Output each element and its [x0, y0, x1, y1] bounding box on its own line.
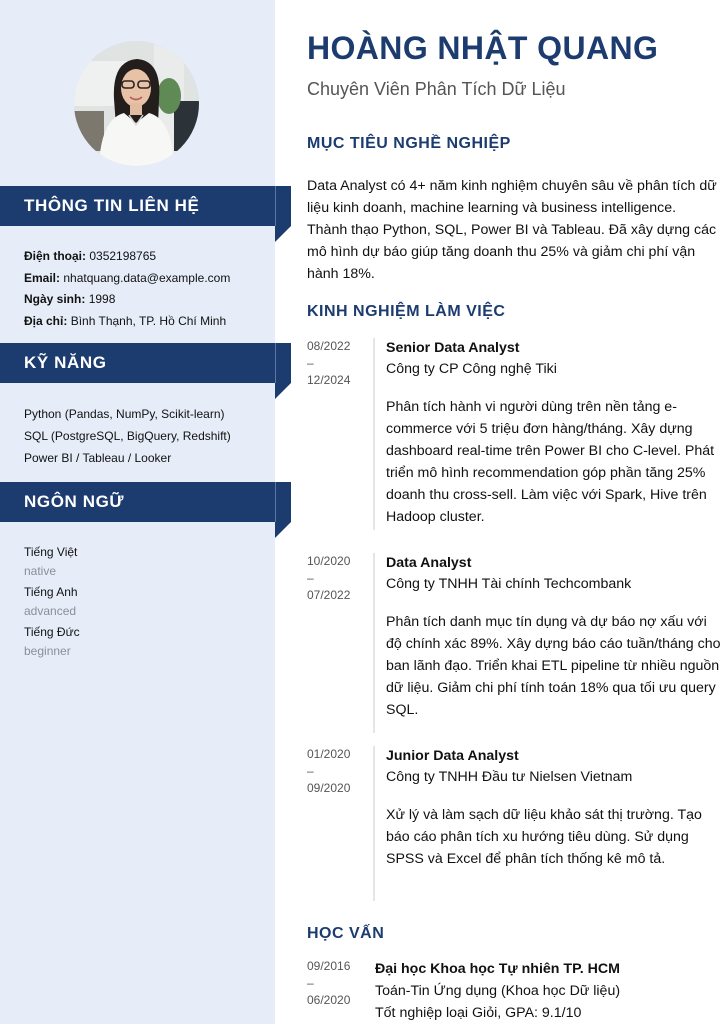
job-content	[386, 746, 721, 870]
language-name: Tiếng Đức	[24, 625, 80, 639]
skill-item: SQL (PostgreSQL, BigQuery, Redshift)	[24, 429, 231, 443]
contact-address	[24, 311, 230, 333]
job-company: Công ty TNHH Đầu tư Nielsen Vietnam	[386, 769, 633, 785]
contact-value: nhatquang.data@example.com	[63, 270, 231, 285]
job-dates	[307, 338, 367, 389]
job-company: Công ty CP Công nghệ Tiki	[386, 361, 557, 377]
contact-birth	[24, 289, 230, 311]
banner-edge	[275, 343, 276, 383]
objective-text: Data Analyst có 4+ năm kinh nghiệm chuyên sâu về phân tích dữ liệu kinh doanh, machine learning và business intelligence. Thành thạo Python, SQL, Power BI và Tableau. Đã xây dựng các mô hình dự báo giúp tăng doanh thu 25% và giảm chi phí vận hành 18%.	[307, 178, 717, 282]
job-content	[386, 553, 721, 721]
contact-value: 0352198765	[89, 249, 157, 263]
main-content	[275, 0, 724, 1024]
date-separator: –	[307, 764, 314, 778]
job-start-date: 08/2022	[307, 339, 351, 353]
contact-info	[24, 246, 230, 332]
banner-fold	[275, 383, 291, 399]
language-name: Tiếng Anh	[24, 585, 78, 599]
job-description: Phân tích danh mục tín dụng và dự báo nợ xấu với độ chính xác 89%. Xây dựng báo cáo tuần/tháng cho ban lãnh đạo. Triển khai ETL pipeline từ nhiều nguồn dữ liệu. Giảm chi phí tính toán 18% qua tối ưu query SQL.	[386, 614, 721, 718]
education-dates	[307, 958, 367, 1009]
job-content	[386, 338, 721, 528]
language-level: advanced	[24, 604, 77, 618]
job-end-date: 07/2022	[307, 588, 351, 602]
job-start-date: 01/2020	[307, 747, 351, 761]
banner-fold	[275, 522, 291, 538]
job-end-date: 12/2024	[307, 373, 351, 387]
timeline-divider	[373, 338, 375, 530]
contact-label: Điện thoại:	[24, 249, 86, 263]
job-role: Senior Data Analyst	[386, 340, 520, 356]
languages-heading: NGÔN NGỮ	[24, 492, 125, 511]
sidebar	[0, 0, 275, 1024]
job-title: Chuyên Viên Phân Tích Dữ Liệu	[307, 79, 566, 99]
banner-edge	[275, 186, 276, 226]
contact-phone	[24, 246, 230, 268]
objective-heading: MỤC TIÊU NGHỀ NGHIỆP	[307, 135, 511, 152]
banner-edge	[275, 482, 276, 522]
skills-heading: KỸ NĂNG	[24, 353, 107, 372]
job-role: Junior Data Analyst	[386, 748, 519, 764]
date-separator: –	[307, 356, 314, 370]
experience-heading: KINH NGHIỆM LÀM VIỆC	[307, 303, 506, 320]
date-separator: –	[307, 571, 314, 585]
job-dates	[307, 746, 367, 797]
contact-label: Email:	[24, 270, 61, 285]
date-separator: –	[307, 976, 314, 990]
job-end-date: 09/2020	[307, 781, 351, 795]
skill-item: Python (Pandas, NumPy, Scikit-learn)	[24, 407, 225, 421]
job-company: Công ty TNHH Tài chính Techcombank	[386, 576, 632, 592]
job-description: Phân tích hành vi người dùng trên nền tảng e-commerce với 5 triệu đơn hàng/tháng. Xây dựng dashboard real-time trên Power BI cho C-level. Phát triển mô hình recommendation góp phần tăng 25% doanh thu cross-sell. Làm việc với Spark, Hive trên Hadoop cluster.	[386, 399, 715, 525]
job-description: Xử lý và làm sạch dữ liệu khảo sát thị trường. Tạo báo cáo phân tích xu hướng tiêu dùng. Sử dụng SPSS và Excel để phân tích thống kê mô tả.	[386, 807, 702, 867]
education-content	[375, 958, 720, 1024]
job-dates	[307, 553, 367, 604]
languages-list	[24, 542, 80, 662]
contact-value: 1998	[88, 292, 116, 306]
skills-list	[24, 403, 231, 469]
person-portrait-icon	[74, 41, 199, 166]
language-name: Tiếng Việt	[24, 545, 78, 559]
banner-fold	[275, 226, 291, 242]
timeline-divider	[373, 553, 375, 733]
school-name: Đại học Khoa học Tự nhiên TP. HCM	[375, 961, 620, 977]
skills-section-header	[0, 343, 291, 383]
job-start-date: 10/2020	[307, 554, 351, 568]
education-major: Toán-Tin Ứng dụng (Khoa học Dữ liệu)	[375, 983, 621, 999]
timeline-divider	[373, 746, 375, 901]
contact-label: Địa chỉ:	[24, 313, 68, 328]
contact-section-header	[0, 186, 291, 226]
education-result: Tốt nghiệp loại Giỏi, GPA: 9.1/10	[375, 1005, 582, 1021]
edu-end-date: 06/2020	[307, 993, 351, 1007]
contact-heading: THÔNG TIN LIÊN HỆ	[24, 196, 200, 215]
contact-email	[24, 268, 230, 290]
job-role: Data Analyst	[386, 555, 472, 571]
candidate-name: HOÀNG NHẬT QUANG	[307, 30, 659, 66]
education-heading: HỌC VẤN	[307, 925, 385, 942]
skill-item: Power BI / Tableau / Looker	[24, 451, 172, 465]
contact-label: Ngày sinh:	[24, 292, 86, 306]
language-level: native	[24, 564, 57, 578]
contact-value: Bình Thạnh, TP. Hồ Chí Minh	[70, 313, 227, 328]
profile-photo	[74, 41, 199, 166]
language-level: beginner	[24, 644, 71, 658]
edu-start-date: 09/2016	[307, 959, 351, 973]
languages-section-header	[0, 482, 291, 522]
